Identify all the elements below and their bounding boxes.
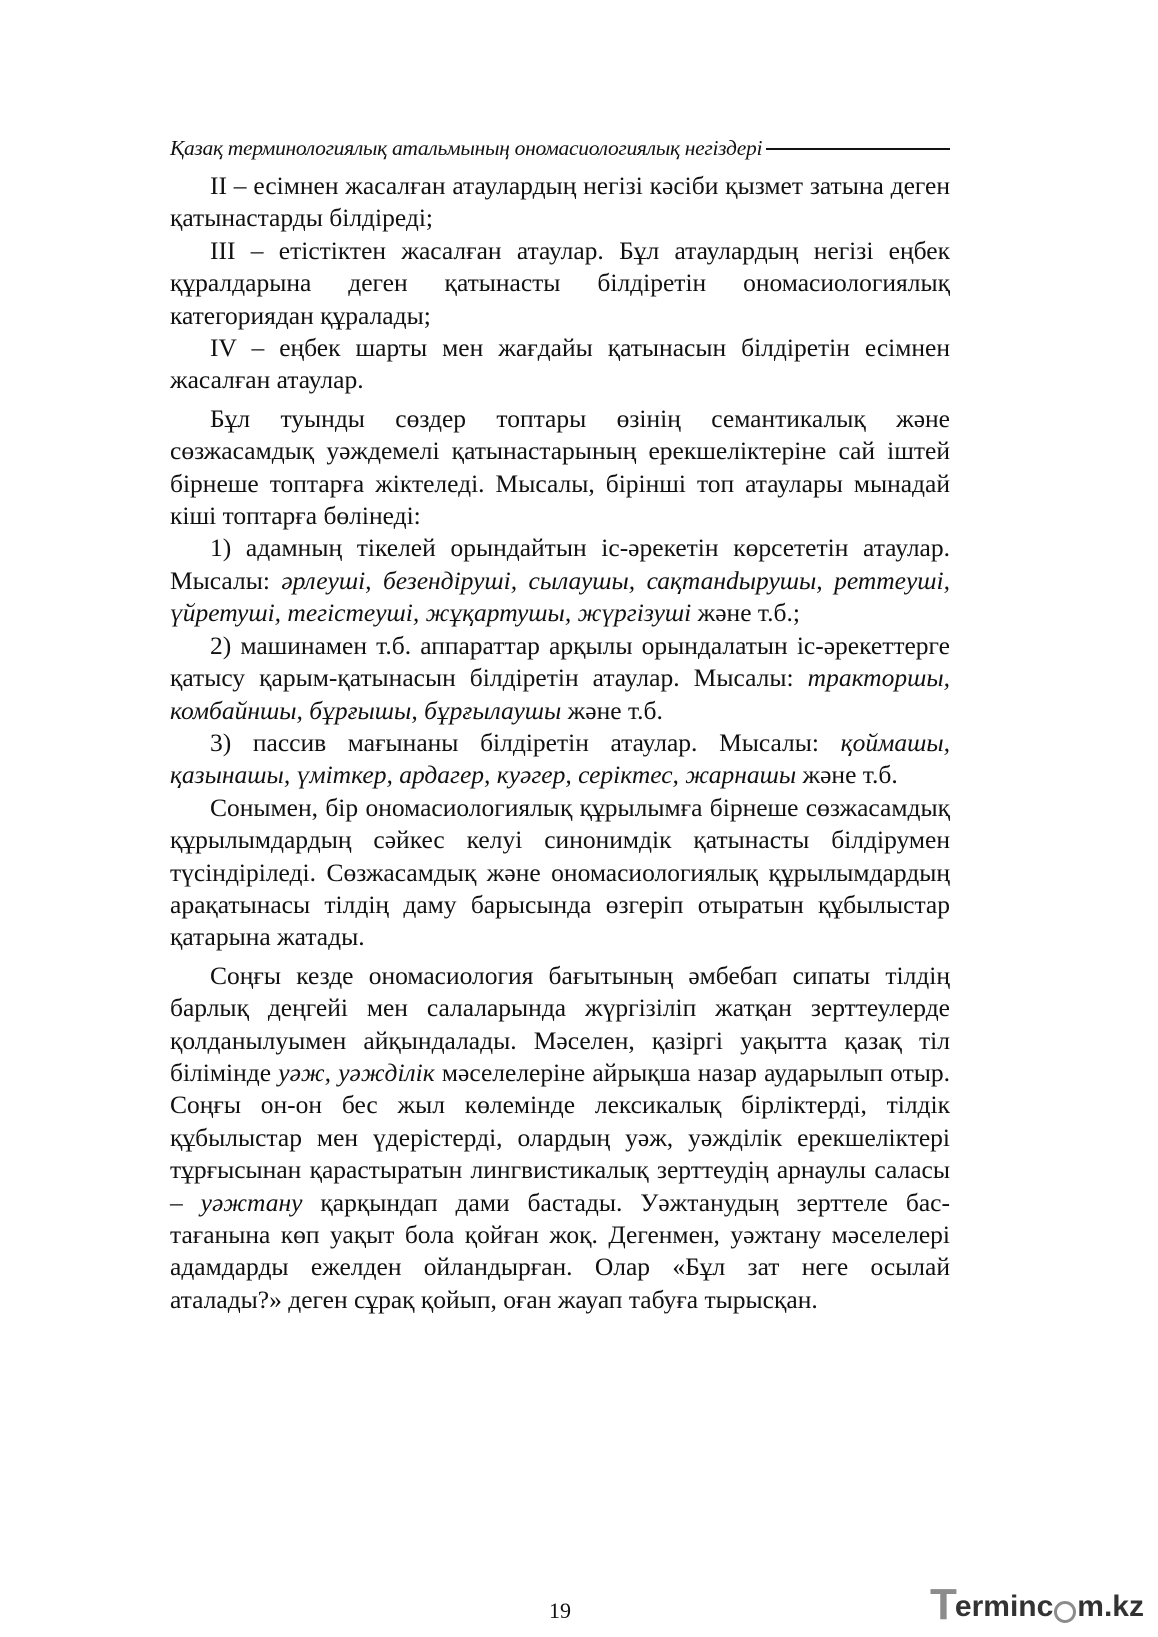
paragraph [170, 332, 950, 397]
text-segment: қарқындап дами бастады. Уәжтанудың зерттеле бастағанына көп уақыт бола қойған жоқ. Дегенмен, уәжтану мәселелері адамдарды ежелден ойландырған. Олар «Бұл зат неге осылай аталады?» деген сұрақ қойып, оған жауап табуға тырысқан. [170, 1187, 951, 1314]
text-segment: Соңғы кезде ономасиология бағытының әмбебап сипаты тілдің барлық деңгейі мен салаларында жүргізіліп жатқан зерттеулерде қолданылуымен айқындалады. Мәселен, қазіргі уақытта қазақ тіл білімінде [170, 960, 950, 1087]
paragraph [170, 532, 950, 629]
running-header-rule [766, 148, 950, 150]
text-segment: II – есімнен жасалған атаулардың негізі кәсіби қызмет затына деген қатынастарды білдіреді; [170, 171, 950, 233]
italic-example-text: уәжтану [200, 1187, 303, 1217]
paragraph [170, 630, 950, 727]
text-segment: 2) машинамен т.б. аппараттар арқылы орындалатын іс-әрекеттерге қатысу қарым-қатынасын білдіретін атаулар. Мысалы: [170, 630, 950, 693]
paragraph [170, 727, 950, 792]
text-segment: және т.б. [796, 760, 898, 790]
paragraph [170, 960, 950, 1316]
page-number: 19 [549, 1598, 571, 1623]
italic-example-text: тракторшы, комбайншы, бұрғышы, бұрғылаушы [170, 663, 950, 725]
site-watermark-logo [930, 1580, 1144, 1629]
italic-example-text: қоймашы, қазынашы, үміткер, ардагер, куәгер, серіктес, жарнашы [170, 727, 950, 790]
body-text [170, 170, 950, 1316]
text-segment: Бұл туынды сөздер топтары өзінің семантикалық және сөзжасамдық уәждемелі қатынастарының ерекшеліктеріне сай іштей бірнеше топтарға жіктеледі. Мысалы, бірінші топ атаулары мынадай кіші топтарға бөлінеді: [170, 403, 950, 531]
italic-example-text: әрлеуші, безендіруші, сылаушы, сақтанdырушы, реттеуші, үйретуші, тегістеуші, жұқартушы, жүргізуші [170, 565, 951, 628]
running-header-title: Қазақ терминологиялық атальмының ономасиологиялық негіздері [170, 136, 763, 160]
paragraph [170, 403, 950, 533]
italic-example-text: уәж, уәжділік [278, 1057, 435, 1087]
paragraph [170, 170, 950, 235]
text-segment: IV – еңбек шарты мен жағдайы қатынасын білдіретін есімнен жасалған атаулар. [170, 333, 950, 395]
text-segment: 1) адамның тікелей орындайтын іс-әрекетін көрсететін атаулар. Мысалы: [170, 533, 950, 595]
paragraph [170, 792, 950, 954]
document-page [170, 130, 951, 1623]
watermark-text-a: erminc [954, 1590, 1054, 1623]
globe-icon [1054, 1601, 1076, 1623]
text-segment: және т.б. [561, 695, 663, 725]
text-segment: Сонымен, бір ономасиологиялық құрылымға бірнеше сөзжасамдық құрылымдардың сәйкес келуі синонимдік қатынасты білдірумен түсіндіріледі. Сөзжасамдық және ономасиологиялық құрылымдардың арақатынасы тілдің даму барысында өзгеріп отыратын құбылыстар қатарына жатады. [170, 792, 950, 952]
text-segment: 3) пассив мағынаны білдіретін атаулар. Мысалы: [210, 727, 841, 757]
paragraph [170, 235, 950, 332]
text-segment: III – етістіктен жасалған атаулар. Бұл атаулардың негізі еңбек құралдарына деген қатынасты білдіретін ономасиологиялық категориядан құралады; [170, 235, 950, 330]
watermark-letter: T [930, 1580, 957, 1629]
watermark-text-b: m.kz [1077, 1590, 1144, 1623]
running-header [170, 130, 950, 166]
text-segment: және т.б.; [691, 598, 800, 628]
text-segment: мәселелеріне айрықша назар аударылып отыр. Соңғы он-он бес жыл көлемінде лексикалық бірліктерді, тілдік құбылыстар мен үдерістерді, олардың уәж, уәжділік ерекшеліктері тұрғысынан қарастыратын лингвистикалық зерттеудің арнаулы саласы – [170, 1057, 951, 1217]
